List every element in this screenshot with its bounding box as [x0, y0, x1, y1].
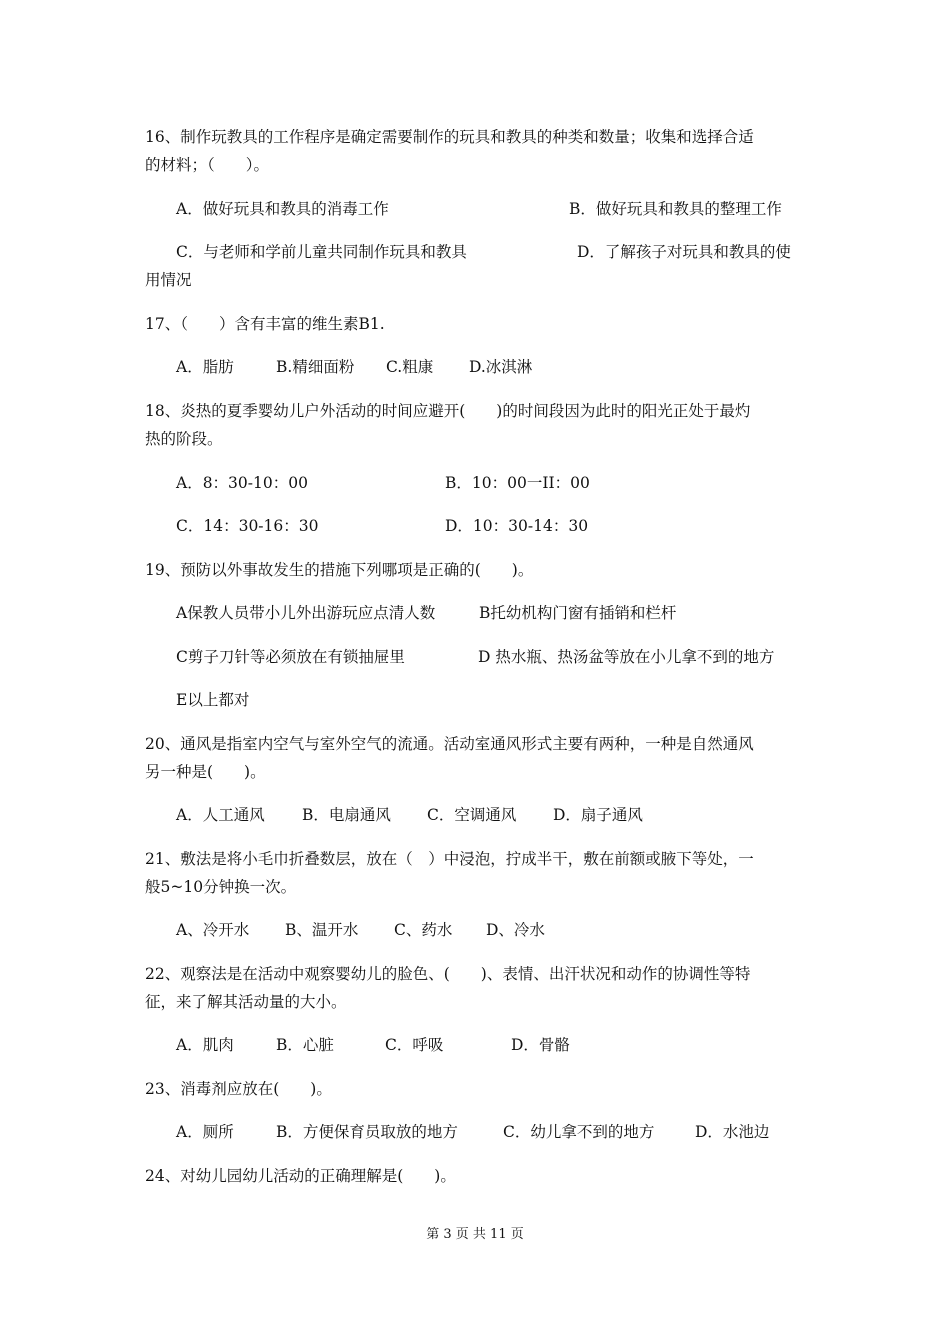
- question-18-stem-line-2: 热的阶段。: [145, 430, 223, 448]
- question-17-option-c: C.粗康: [386, 358, 434, 376]
- question-16-option-d-continued: 用情况: [145, 271, 192, 289]
- question-18-stem-line-1: 18、炎热的夏季婴幼儿户外活动的时间应避开( )的时间段因为此时的阳光正处于最灼: [145, 402, 751, 420]
- question-16-option-b: B．做好玩具和教具的整理工作: [569, 200, 782, 218]
- question-19-option-b: B托幼机构门窗有插销和栏杆: [479, 604, 677, 622]
- question-21-option-a: A、冷开水: [176, 921, 250, 939]
- question-20-option-a: A．人工通风: [176, 806, 265, 824]
- question-19-option-e: E以上都对: [176, 691, 250, 709]
- question-21-stem-line-2: 般5~10分钟换一次。: [145, 878, 297, 896]
- question-22-option-a: A．肌肉: [176, 1036, 234, 1054]
- question-20-option-d: D．扇子通风: [553, 806, 643, 824]
- question-17-option-d: D.冰淇淋: [469, 358, 533, 376]
- question-21-stem-line-1: 21、敷法是将小毛巾折叠数层，放在（ ）中浸泡，拧成半干，敷在前额或腋下等处，一: [145, 850, 754, 868]
- question-20-option-c: C．空调通风: [427, 806, 517, 824]
- question-21-option-b: B、温开水: [285, 921, 359, 939]
- question-17-stem-line-1: 17、（ ）含有丰富的维生素B1.: [145, 315, 385, 333]
- question-16-option-c: C．与老师和学前儿童共同制作玩具和教具: [176, 243, 467, 261]
- question-23-option-d: D．水池边: [695, 1123, 770, 1141]
- question-19-stem-line-1: 19、预防以外事故发生的措施下列哪项是正确的( )。: [145, 561, 534, 579]
- question-22-stem-line-2: 征，来了解其活动量的大小。: [145, 993, 347, 1011]
- page-number-footer: 第 3 页 共 11 页: [426, 1227, 524, 1242]
- question-23-option-b: B．方便保育员取放的地方: [276, 1123, 458, 1141]
- question-17-option-a: A．脂肪: [176, 358, 234, 376]
- question-21-option-d: D、冷水: [486, 921, 545, 939]
- question-19-option-d: D 热水瓶、热汤盆等放在小儿拿不到的地方: [478, 648, 775, 666]
- question-18-option-c: C．14：30-16：30: [176, 517, 319, 535]
- question-17-option-b: B.精细面粉: [276, 358, 355, 376]
- question-18-option-b: B．10：00一II：00: [445, 474, 590, 492]
- question-21-option-c: C、药水: [394, 921, 453, 939]
- question-18-option-a: A．8：30-10：00: [176, 474, 308, 492]
- question-23-option-a: A．厕所: [176, 1123, 234, 1141]
- question-19-option-a: A保教人员带小儿外出游玩应点清人数: [176, 604, 436, 622]
- question-24-stem-line-1: 24、对幼儿园幼儿活动的正确理解是( )。: [145, 1167, 456, 1185]
- question-16-stem-line-1: 16、制作玩教具的工作程序是确定需要制作的玩具和教具的种类和数量；收集和选择合适: [145, 128, 754, 146]
- question-23-stem-line-1: 23、消毒剂应放在( )。: [145, 1080, 332, 1098]
- question-20-option-b: B．电扇通风: [302, 806, 391, 824]
- question-23-option-c: C．幼儿拿不到的地方: [503, 1123, 655, 1141]
- question-16-option-a: A．做好玩具和教具的消毒工作: [176, 200, 389, 218]
- question-20-stem-line-1: 20、通风是指室内空气与室外空气的流通。活动室通风形式主要有两种，一种是自然通风: [145, 735, 754, 753]
- question-18-option-d: D．10：30-14：30: [445, 517, 589, 535]
- question-16-stem-line-2: 的材料；（ ）。: [145, 156, 270, 174]
- question-16-option-d: D．了解孩子对玩具和教具的使: [577, 243, 791, 261]
- question-22-option-b: B．心脏: [276, 1036, 334, 1054]
- question-20-stem-line-2: 另一种是( )。: [145, 763, 266, 781]
- question-19-option-c: C剪子刀针等必须放在有锁抽屉里: [176, 648, 405, 666]
- question-22-option-c: C．呼吸: [385, 1036, 444, 1054]
- question-22-option-d: D．骨骼: [511, 1036, 570, 1054]
- question-22-stem-line-1: 22、观察法是在活动中观察婴幼儿的脸色、( )、表情、出汗状况和动作的协调性等特: [145, 965, 751, 983]
